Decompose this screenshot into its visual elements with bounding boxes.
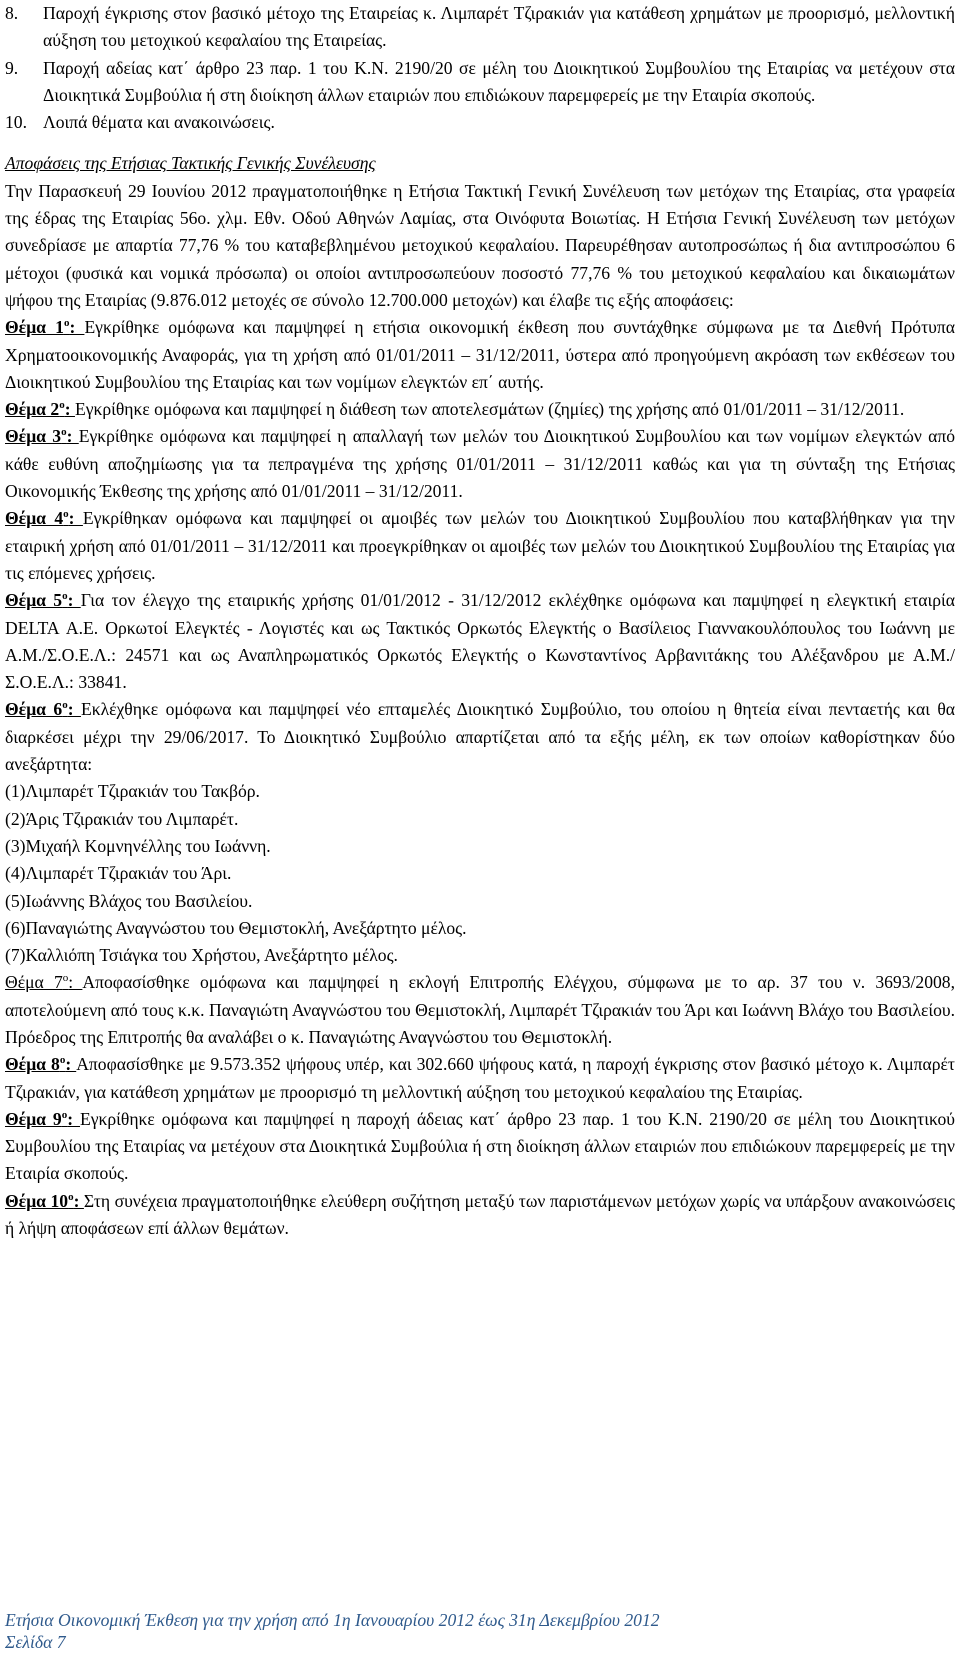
agenda-item-text: Παροχή έγκρισης στον βασικό μέτοχο της Εταιρείας κ. Λιμπαρέτ Τζιρακιάν για κατάθεση χρημάτων με προορισμό, μελλοντική αύξηση του μετοχικού κεφαλαίου της Εταιρείας. bbox=[43, 3, 955, 51]
theme-label: Θέμα $2^o$: bbox=[5, 399, 75, 420]
theme-text: Εγκρίθηκε ομόφωνα και παμψηφεί η απαλλαγή των μελών του Διοικητικού Συμβουλίου και των νομίμων ελεγκτών από κάθε ευθύνη αποζημίωσης για τα πεπραγμένα της χρήσης 01/01/2011 – 31/12/2011 καθώς και για τη σύνταξη της Ετήσιας Οικονομικής Έκθεσης της χρήσης από 01/01/2011 – 31/12/2011. bbox=[5, 426, 955, 502]
theme-label: Θέμα $8^o$: bbox=[5, 1054, 77, 1075]
theme-label: Θέμα $9^o$: bbox=[5, 1108, 80, 1129]
theme-text: Εγκρίθηκε ομόφωνα και παμψηφεί η παροχή άδειας κατ΄ άρθρο 23 παρ. 1 του Κ.Ν. 2190/20 σε μέλη του Διοικητικού Συμβουλίου της Εταιρίας να μετέχουν στα Διοικητικά Συμβούλια ή στη διοίκηση άλλων εταιριών που επιδιώκουν παρεμφερείς με την Εταιρία σκοπούς. bbox=[5, 1108, 955, 1184]
theme-2 bbox=[5, 396, 955, 423]
board-member: (1)Λιμπαρέτ Τζιρακιάν του Τακβόρ. bbox=[5, 781, 260, 802]
agenda-item-text: Λοιπά θέματα και ανακοινώσεις. bbox=[43, 112, 275, 133]
theme-9 bbox=[5, 1106, 955, 1188]
board-member: (3)Μιχαήλ Κομνηνέλλης του Ιωάννη. bbox=[5, 835, 271, 856]
theme-text: Για τον έλεγχο της εταιρικής χρήσης 01/01/2012 - 31/12/2012 εκλέχθηκε ομόφωνα και παμψηφεί η ελεγκτική εταιρία DELTA Α.Ε. Ορκωτοί Ελεγκτές - Λογιστές και ως Τακτικός Ορκωτός Ελεγκτής ο Βασίλειος Γιαννακουλόπουλος του Ιωάννη με Α.Μ./Σ.Ο.Ε.Λ.: 24571 και ως Αναπληρωματικός Ορκωτός Ελεγκτής ο Κωνσταντίνος Αρβανιτάκης του Αλέξανδρου με Α.Μ./Σ.Ο.Ε.Λ.: 33841. bbox=[5, 590, 955, 693]
agenda-item-number: 8. bbox=[5, 3, 19, 23]
board-members-list bbox=[5, 778, 955, 969]
theme-6 bbox=[5, 696, 955, 778]
agenda-item-8 bbox=[5, 0, 955, 55]
theme-text: Στη συνέχεια πραγματοποιήθηκε ελεύθερη συζήτηση μεταξύ των παριστάμενων μετόχων χωρίς να υπάρξουν ανακοινώσεις ή λήψη αποφάσεων επί άλλων θεμάτων. bbox=[5, 1190, 955, 1239]
theme-1 bbox=[5, 314, 955, 396]
theme-label: Θέμα $4^o$: bbox=[5, 508, 83, 529]
page-footer bbox=[5, 1609, 945, 1653]
agenda-item-text: Παροχή αδείας κατ΄ άρθρο 23 παρ. 1 του Κ.Ν. 2190/20 σε μέλη του Διοικητικού Συμβουλίου της Εταιρίας να μετέχουν στα Διοικητικά Συμβούλια ή στη διοίκηση άλλων εταιριών που επιδιώκουν παρεμφερείς με την Εταιρία σκοπούς. bbox=[43, 57, 955, 105]
board-member: (6)Παναγιώτης Αναγνώστου του Θεμιστοκλή, Ανεξάρτητο μέλος. bbox=[5, 917, 467, 938]
theme-7 bbox=[5, 969, 955, 1051]
theme-label: Θέμα $3^o$: bbox=[5, 426, 79, 447]
theme-3 bbox=[5, 423, 955, 505]
theme-label: Θέμα $7^o$: bbox=[5, 972, 83, 993]
theme-label: Θέμα $10^o$: bbox=[5, 1190, 84, 1211]
agenda-item-number: 10. bbox=[5, 112, 27, 133]
theme-text: Αποφασίσθηκε με 9.573.352 ψήφους υπέρ, και 302.660 ψήφους κατά, η παροχή έγκρισης στον βασικό μέτοχο κ. Λιμπαρέτ Τζιρακιάν, για κατάθεση χρημάτων με προορισμό τη μελλοντική αύξηση του μετοχικού κεφαλαίου της Εταιρίας. bbox=[5, 1054, 955, 1102]
document-body bbox=[5, 0, 955, 1242]
board-member: (4)Λιμπαρέτ Τζιρακιάν του Άρι. bbox=[5, 863, 232, 884]
board-member: (7)Καλλιόπη Τσιάγκα του Χρήστου, Ανεξάρτητο μέλος. bbox=[5, 945, 398, 966]
theme-5 bbox=[5, 587, 955, 696]
board-member: (5)Ιωάννης Βλάχος του Βασιλείου. bbox=[5, 890, 253, 911]
section-heading: Αποφάσεις της Ετήσιας Τακτικής Γενικής Συνέλευσης bbox=[5, 153, 376, 174]
theme-text: Εγκρίθηκε ομόφωνα και παμψηφεί η ετήσια οικονομική έκθεση που συντάχθηκε σύμφωνα με τα Διεθνή Πρότυπα Χρηματοοικονομικής Αναφοράς, για τη χρήση από 01/01/2011 – 31/12/2011, ύστερα από προηγούμενη ακρόαση των εκθέσεων του Διοικητικού Συμβουλίου της Εταιρίας και των νομίμων ελεγκτών επ΄ αυτής. bbox=[5, 317, 955, 392]
theme-text: Εγκρίθηκαν ομόφωνα και παμψηφεί οι αμοιβές των μελών του Διοικητικού Συμβουλίου που καταβλήθηκαν για την εταιρική χρήση από 01/01/2011 – 31/12/2011 και προεγκρίθηκαν οι αμοιβές των μελών του Διοικητικού Συμβουλίου της Εταιρίας για τις επόμενες χρήσεις. bbox=[5, 508, 955, 583]
agenda-item-9 bbox=[5, 55, 955, 110]
theme-label: Θέμα $6^o$: bbox=[5, 699, 81, 720]
theme-text: Εκλέχθηκε ομόφωνα και παμψηφεί νέο επταμελές Διοικητικό Συμβούλιο, του οποίου η θητεία είναι πενταετής και θα διαρκέσει μέχρι την 29/06/2017. Το Διοικητικό Συμβούλιο απαρτίζεται από τα εξής μέλη, εκ των οποίων καθορίστηκαν δύο ανεξάρτητα: bbox=[5, 699, 955, 775]
theme-text: Εγκρίθηκε ομόφωνα και παμψηφεί η διάθεση των αποτελεσμάτων (ζημίες) της χρήσης από 01/01/2011 – 31/12/2011. bbox=[74, 399, 905, 420]
footer-report-title: Ετήσια Οικονομική Έκθεση για την χρήση από 1η Ιανουαρίου 2012 έως 31η Δεκεμβρίου 2012 bbox=[5, 1610, 660, 1630]
agenda-item-number: 9. bbox=[5, 57, 19, 78]
footer-page-number: Σελίδα 7 bbox=[5, 1632, 66, 1652]
intro-paragraph: Την Παρασκευή 29 Ιουνίου 2012 πραγματοποιήθηκε η Ετήσια Τακτική Γενική Συνέλευση των μετόχων της Εταιρίας, στα γραφεία της έδρας της Εταιρίας 56ο. χλμ. Εθν. Οδού Αθηνών Λαμίας, στα Οινόφυτα Βοιωτίας. Η Ετήσια Γενική Συνέλευση των μετόχων συνεδρίασε με απαρτία 77,76 % του καταβεβλημένου μετοχικού κεφαλαίου. Παρευρέθησαν αυτοπροσώπως ή δια αντιπροσώπου 6 μέτοχοι (φυσικά και νομικά πρόσωπα) οι οποίοι αντιπροσωπεύουν ποσοστό 77,76 % του μετοχικού κεφαλαίου και δικαιωμάτων ψήφου της Εταιρίας (9.876.012 μετοχές σε σύνολο 12.700.000 μετοχών) και έλαβε τις εξής αποφάσεις: bbox=[5, 180, 955, 310]
theme-10 bbox=[5, 1188, 955, 1243]
theme-label: Θέμα $5^o$: bbox=[5, 590, 81, 611]
theme-label: Θέμα $1^o$: bbox=[5, 317, 85, 338]
theme-8 bbox=[5, 1051, 955, 1106]
theme-4 bbox=[5, 505, 955, 587]
theme-text: Αποφασίσθηκε ομόφωνα και παμψηφεί η εκλογή Επιτροπής Ελέγχου, σύμφωνα με το αρ. 37 του ν. 3693/2008, αποτελούμενη από τους κ.κ. Παναγιώτη Αναγνώστου του Θεμιστοκλή, Λιμπαρέτ Τζιρακιάν του Άρι και Ιωάννη Βλάχο του Βασιλείου. Πρόεδρος της Επιτροπής θα αναλάβει ο κ. Παναγιώτης Αναγνώστου του Θεμιστοκλή. bbox=[5, 972, 955, 1047]
agenda-item-10 bbox=[5, 109, 955, 136]
board-member: (2)Άρις Τζιρακιάν του Λιμπαρέτ. bbox=[5, 808, 239, 829]
